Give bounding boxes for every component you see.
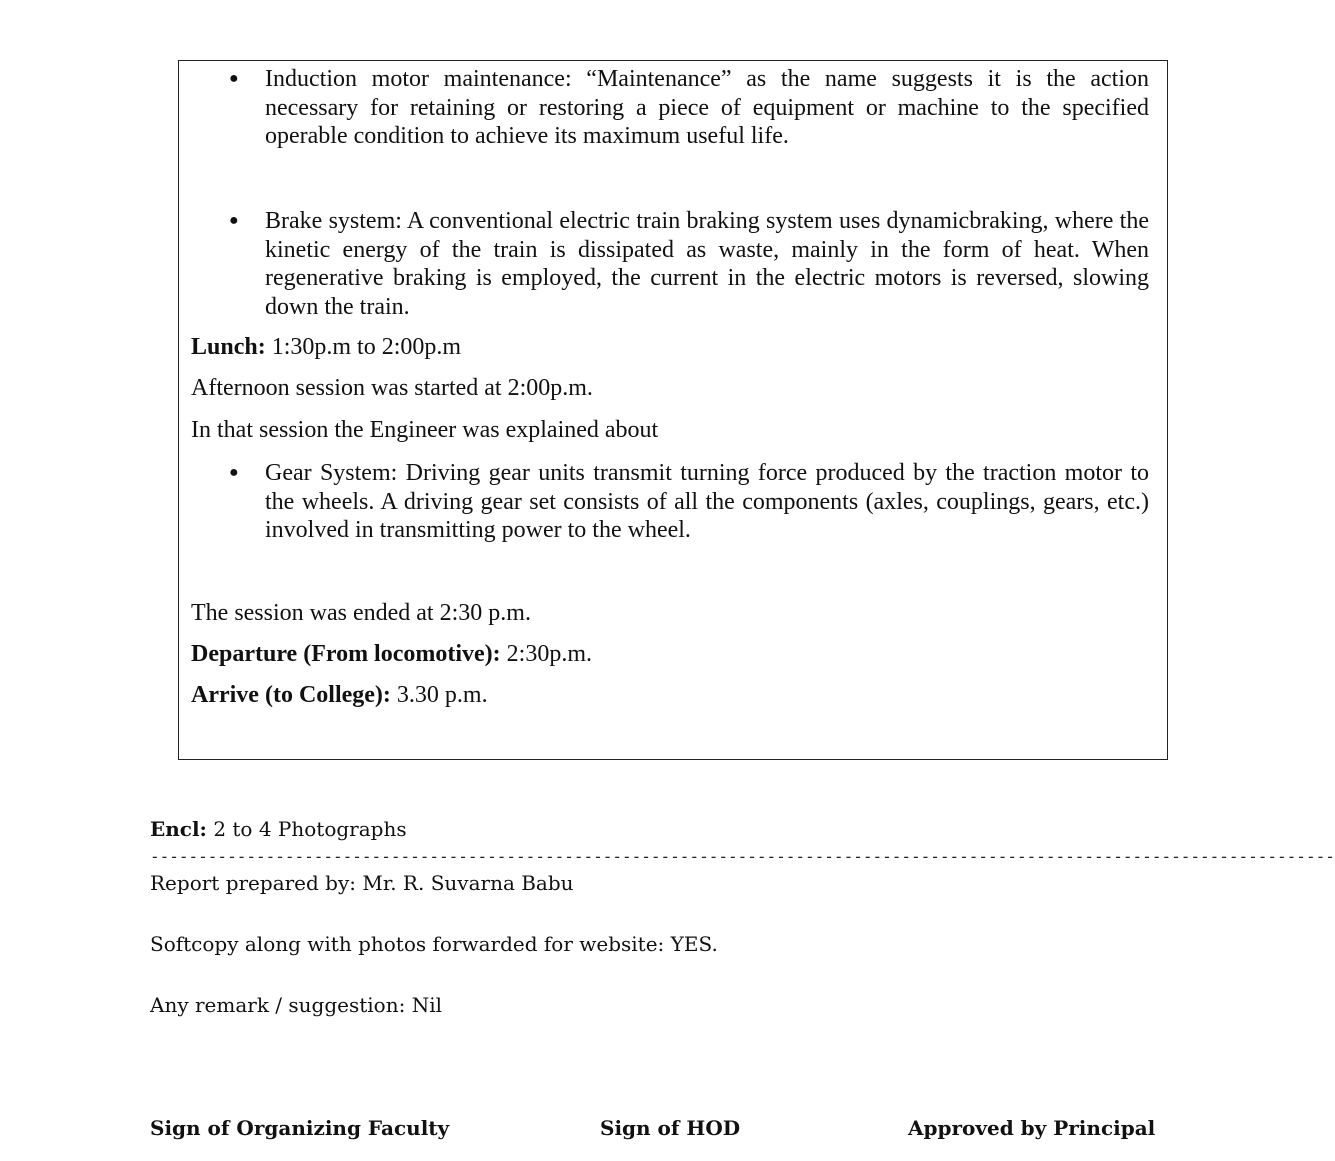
- enclosure-label: Encl:: [150, 817, 207, 841]
- lunch-value: 1:30p.m to 2:00p.m: [271, 334, 462, 360]
- lunch-label: Lunch:: [191, 334, 266, 360]
- departure-line: [191, 640, 592, 668]
- sign-hod: Sign of HOD: [600, 1116, 741, 1140]
- bullet-text: Brake system: A conventional electric train braking system uses dynamicbraking, where the kinetic energy of the train is dissipated as waste, mainly in the form of heat. When regenerative braking is employed, the current in the electric motors is reversed, slowing down the train.: [265, 208, 1149, 320]
- bullet-dot: ●: [229, 212, 239, 229]
- bullet-text: Gear System: Driving gear units transmit turning force produced by the traction motor to the wheels. A driving gear set consists of all the components (axles, couplings, gears, etc.) involved in transmitting power to the wheel.: [265, 460, 1149, 543]
- softcopy-line: Softcopy along with photos forwarded for website: YES.: [150, 932, 718, 956]
- enclosure-line: [150, 816, 407, 842]
- arrival-label: Arrive (to College):: [191, 682, 391, 708]
- bullet-dot: ●: [229, 464, 239, 481]
- departure-label: Departure (From locomotive):: [191, 641, 501, 667]
- remark-line: Any remark / suggestion: Nil: [150, 993, 442, 1017]
- departure-value: 2:30p.m.: [506, 641, 593, 667]
- arrival-line: [191, 681, 488, 709]
- afternoon-start-line: Afternoon session was started at 2:00p.m.: [191, 375, 593, 401]
- prepared-by-line: Report prepared by: Mr. R. Suvarna Babu: [150, 871, 574, 895]
- bullet-dot: ●: [229, 70, 239, 87]
- explained-intro-line: In that session the Engineer was explained about: [191, 417, 659, 443]
- arrival-value: 3.30 p.m.: [396, 682, 488, 708]
- report-box: [178, 60, 1168, 760]
- enclosure-value: 2 to 4 Photographs: [213, 817, 407, 841]
- approved-by-principal: Approved by Principal: [908, 1116, 1156, 1140]
- sign-organizing-faculty: Sign of Organizing Faculty: [150, 1116, 450, 1140]
- session-end-line: The session was ended at 2:30 p.m.: [191, 600, 531, 626]
- dashed-separator: ---------------------------------------------------------------------------------------------------------------------------: [150, 847, 1335, 866]
- bullet-text: Induction motor maintenance: “Maintenance” as the name suggests it is the action necessary for retaining or restoring a piece of equipment or machine to the specified operable condition to achieve its maximum useful life.: [265, 66, 1149, 149]
- lunch-line: [191, 333, 461, 361]
